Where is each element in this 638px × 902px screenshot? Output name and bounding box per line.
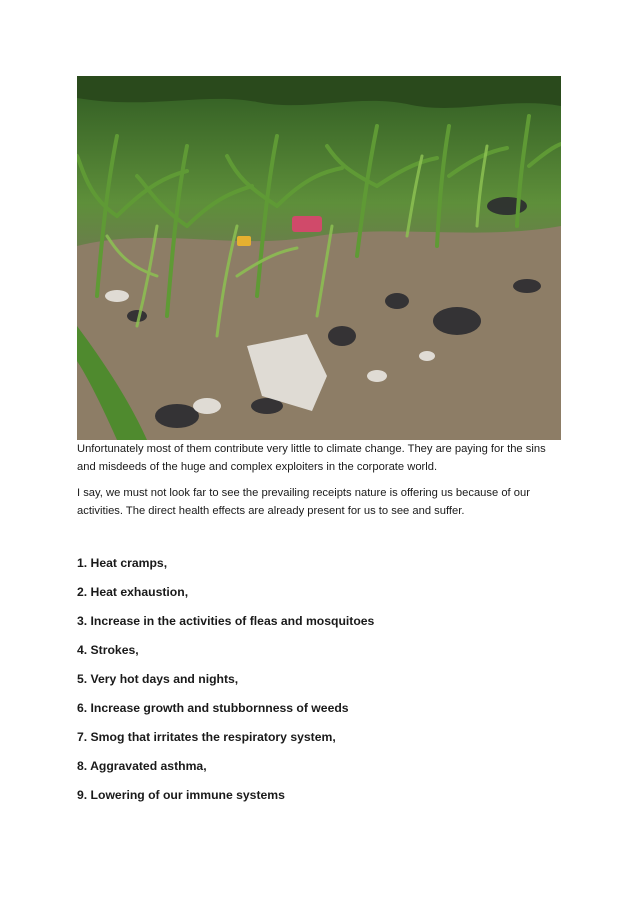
list-item: 7. Smog that irritates the respiratory system, xyxy=(77,730,336,744)
list-item: 5. Very hot days and nights, xyxy=(77,672,239,686)
health-effects-list xyxy=(77,553,557,814)
list-item: 9. Lowering of our immune systems xyxy=(77,788,285,802)
list-item: 3. Increase in the activities of fleas and mosquitoes xyxy=(77,614,375,628)
photo-image xyxy=(77,76,561,440)
paragraph-health-effects: I say, we must not look far to see the prevailing receipts nature is offering us because of our activities. The direct health effects are already present for us to see and suffer. xyxy=(77,487,530,517)
list-item: 4. Strokes, xyxy=(77,643,139,657)
list-item: 2. Heat exhaustion, xyxy=(77,585,189,599)
paragraph-climate-change: Unfortunately most of them contribute very little to climate change. They are paying for the sins and misdeeds of the huge and complex exploiters in the corporate world. xyxy=(77,443,546,473)
list-item: 8. Aggravated asthma, xyxy=(77,759,207,773)
list-item: 6. Increase growth and stubbornness of weeds xyxy=(77,701,349,715)
list-item: 1. Heat cramps, xyxy=(77,556,168,570)
maize-field-photo xyxy=(77,76,561,440)
